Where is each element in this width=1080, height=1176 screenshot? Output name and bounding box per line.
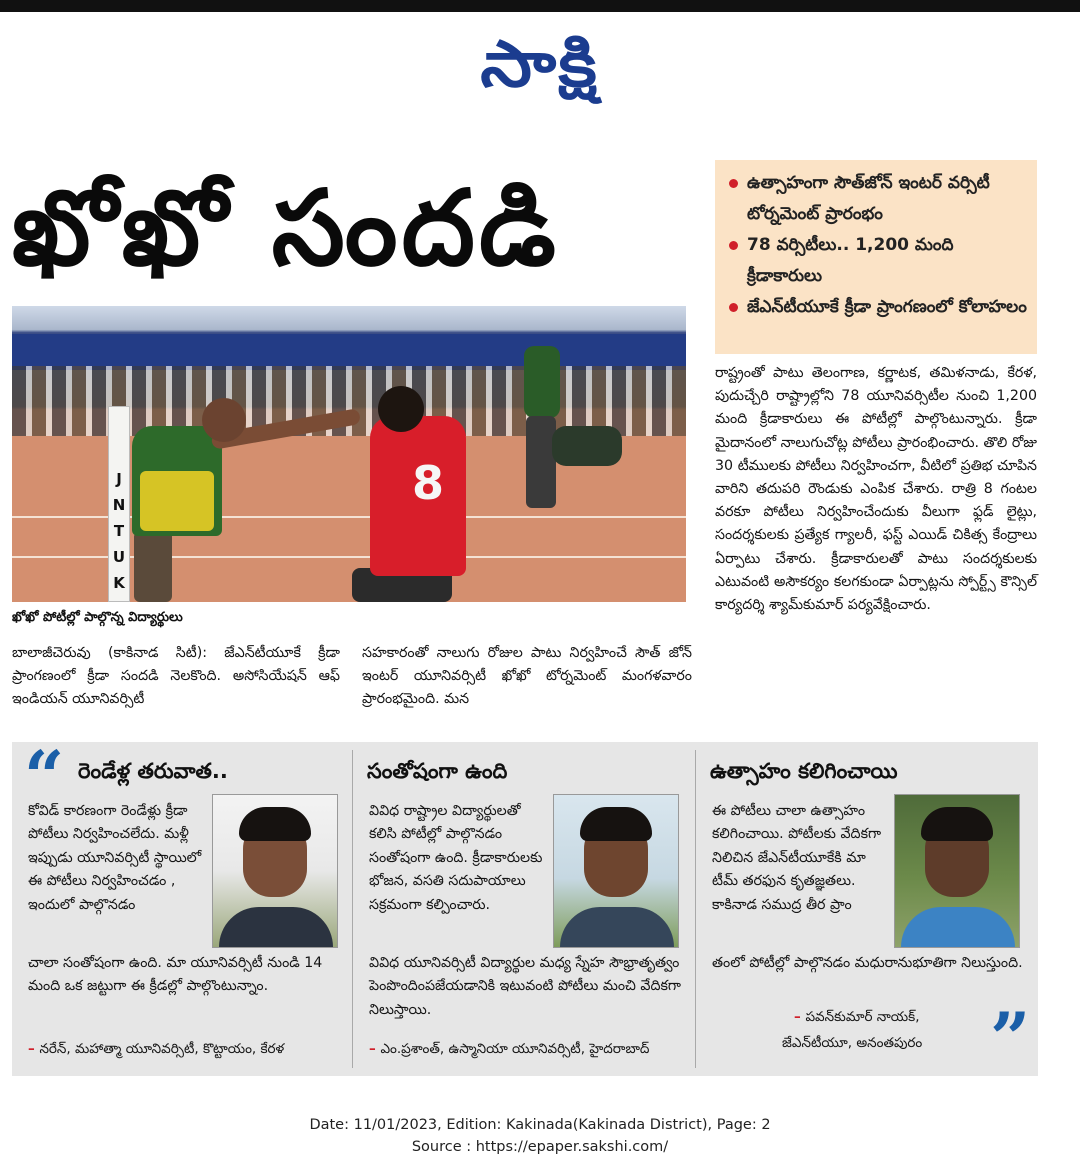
player-head	[202, 398, 246, 442]
highlight-item: ఉత్సాహంగా సౌత్‌జోన్ ఇంటర్ వర్సిటీ టోర్నమెంట్ ప్రారంభం	[727, 168, 1027, 230]
quote-text: కోవిడ్ కారణంగా రెండేళ్లు క్రీడా పోటీలు నిర్వహించలేదు. మళ్లీ ఇప్పుడు యూనివర్సిటీ స్థాయిలో ఈ పోటీలు నిర్వహించడం , ఇందులో పాల్గొనడం	[28, 803, 202, 913]
article-column-1: బాలాజీచెరువు (కాకినాడ సిటీ): జేఎన్‌టీయూకే క్రీడా ప్రాంగణంలో క్రీడా సందడి నెలకొంది. అసోసియేషన్ ఆఫ్ ఇండియన్ యూనివర్సిటీ	[12, 645, 340, 708]
player-figure	[552, 426, 622, 466]
portrait-photo	[553, 794, 679, 948]
highlights-list	[727, 168, 1027, 323]
player-head	[378, 386, 424, 432]
quote-box-2	[355, 742, 693, 1076]
source-link[interactable]: Source : https://epaper.sakshi.com/	[411, 1139, 669, 1155]
player-figure	[134, 531, 172, 602]
player-jersey	[140, 471, 214, 531]
player-figure	[524, 346, 560, 418]
portrait-photo	[894, 794, 1020, 948]
pole-label-text: JNTUK	[112, 470, 126, 592]
player-figure	[526, 416, 556, 508]
highlight-item: 78 వర్సిటీలు.. 1,200 మంది క్రీడాకారులు	[727, 230, 1027, 292]
quote-title: రెండేళ్ల తరువాత..	[78, 759, 228, 783]
top-bar	[0, 0, 1080, 12]
quote-box-3	[698, 742, 1038, 1080]
jersey-number: 8	[412, 456, 445, 510]
quote-box-1	[12, 735, 350, 1076]
quote-text: చాలా సంతోషంగా ఉంది. మా యూనివర్సిటీ నుండి 14 మంది ఒక జట్టుగా ఈ క్రీడల్లో పాల్గొంటున్నాం.	[28, 955, 323, 995]
portrait-hair	[239, 807, 311, 841]
article-column-2: సహకారంతో నాలుగు రోజుల పాటు నిర్వహించే సౌత్ జోన్ ఇంటర్ యూనివర్సిటీ ఖోఖో టోర్నమెంట్ మంగళవారం ప్రారంభమైంది. మన	[362, 645, 692, 708]
main-photo	[12, 306, 686, 602]
portrait-photo	[212, 794, 338, 948]
attribution-dash: –	[28, 1041, 40, 1057]
attribution-text: నరేన్, మహాత్మా యూనివర్సిటీ, కొట్టాయం, కేరళ	[39, 1041, 285, 1057]
photo-banner	[12, 334, 686, 370]
quote-text: వివిధ రాష్ట్రాల విద్యార్థులతో కలిసి పోటీల్లో పాల్గొనడం సంతోషంగా ఉంది. క్రీడాకారులకు భోజన, వసతి సదుపాయాలు సక్రమంగా కల్పించారు.	[369, 803, 543, 913]
attribution-dash: –	[794, 1009, 806, 1025]
quote-text: ఈ పోటీలు చాలా ఉత్సాహం కలిగించాయి. పోటీలకు వేదికగా నిలిచిన జేఎన్‌టీయూకేకి మా టీమ్ తరఫున కృతజ్ఞతలు. కాకినాడ సముద్ర తీర ప్రాం	[712, 803, 882, 913]
quote-attribution	[794, 1006, 919, 1028]
attribution-text: ఎం.ప్రశాంత్, ఉస్మానియా యూనివర్సిటీ, హైదరాబాద్	[380, 1041, 650, 1057]
headline	[12, 158, 702, 298]
highlight-item: జేఎన్‌టీయూకే క్రీడా ప్రాంగణంలో కోలాహలం	[727, 292, 1027, 323]
attribution-text: పవన్‌కుమార్ నాయక్,	[805, 1009, 920, 1025]
portrait-hair	[580, 807, 652, 841]
masthead	[0, 20, 1080, 110]
edition-info: Date: 11/01/2023, Edition: Kakinada(Kakinada District), Page: 2	[309, 1117, 771, 1133]
attribution-dash: –	[369, 1041, 381, 1057]
close-quote-icon: ”	[990, 997, 1031, 1080]
article-column-3: రాష్ట్రంతో పాటు తెలంగాణ, కర్ణాటక, తమిళనాడు, కేరళ, పుదుచ్చేరి రాష్ట్రాల్లోని 78 యూనివర్సిటీల నుంచి 1,200 మంది క్రీడాకారులు ఈ పోటీల్లో పాల్గొంటున్నారు. క్రీడా మైదానంలో నాలుగుచోట్ల పోటీలు ప్రారంభించారు. తొలి రోజు 30 టీములకు పోటీలు నిర్వహించగా, వీటిలో ప్రతిభ చూపిన వారిని తదుపరి రౌండుకు ఎంపిక చేశారు. రాత్రి 8 గంటల వరకూ పోటీలు నిర్వహించేందుకు వీలుగా ఫ్లడ్ లైట్లు, సందర్శకులకు ప్రత్యేక గ్యాలరీ, ఫస్ట్ ఎయిడ్ చికిత్స కేంద్రాలు ఏర్పాటు చేశారు. క్రీడాకారులతో పాటు సందర్శకులకు ఎటువంటి అసౌకర్యం కలగకుండా ఏర్పాట్లను స్పోర్ట్స్ కౌన్సిల్ కార్యదర్శి శ్యామ్‌కుమార్ పర్యవేక్షించారు.	[715, 365, 1037, 614]
open-quote-icon: “	[24, 735, 65, 818]
quote-text: వివిధ యూనివర్సిటీ విద్యార్థుల మధ్య స్నేహ సౌభ్రాతృత్వం పెంపొందింపజేయడానికి ఇటువంటి పోటీలు మంచి వేదికగా నిలుస్తాయి.	[369, 955, 681, 1018]
footer	[0, 1114, 1080, 1158]
quotes-section	[12, 735, 1038, 1080]
quote-text: తంలో పోటీల్లో పాల్గొనడం మధురానుభూతిగా నిలుస్తుంది.	[712, 955, 1023, 971]
quote-attribution-line2: జేఎన్‌టీయూ, అనంతపురం	[782, 1035, 923, 1051]
quote-title: సంతోషంగా ఉంది	[367, 759, 508, 783]
highlights-box	[715, 160, 1037, 354]
quote-divider	[352, 750, 353, 1068]
newspaper-logo: సాక్షి	[480, 28, 600, 102]
quote-divider	[695, 750, 696, 1068]
pole-label	[108, 466, 130, 596]
portrait-hair	[921, 807, 993, 841]
headline-text: ఖోఖో సందడి	[12, 167, 560, 289]
quote-attribution	[28, 1038, 284, 1060]
quote-title: ఉత్సాహం కలిగించాయి	[710, 759, 898, 783]
photo-caption: ఖోఖో పోటీల్లో పాల్గొన్న విద్యార్థులు	[12, 610, 183, 625]
quote-attribution	[369, 1038, 649, 1060]
